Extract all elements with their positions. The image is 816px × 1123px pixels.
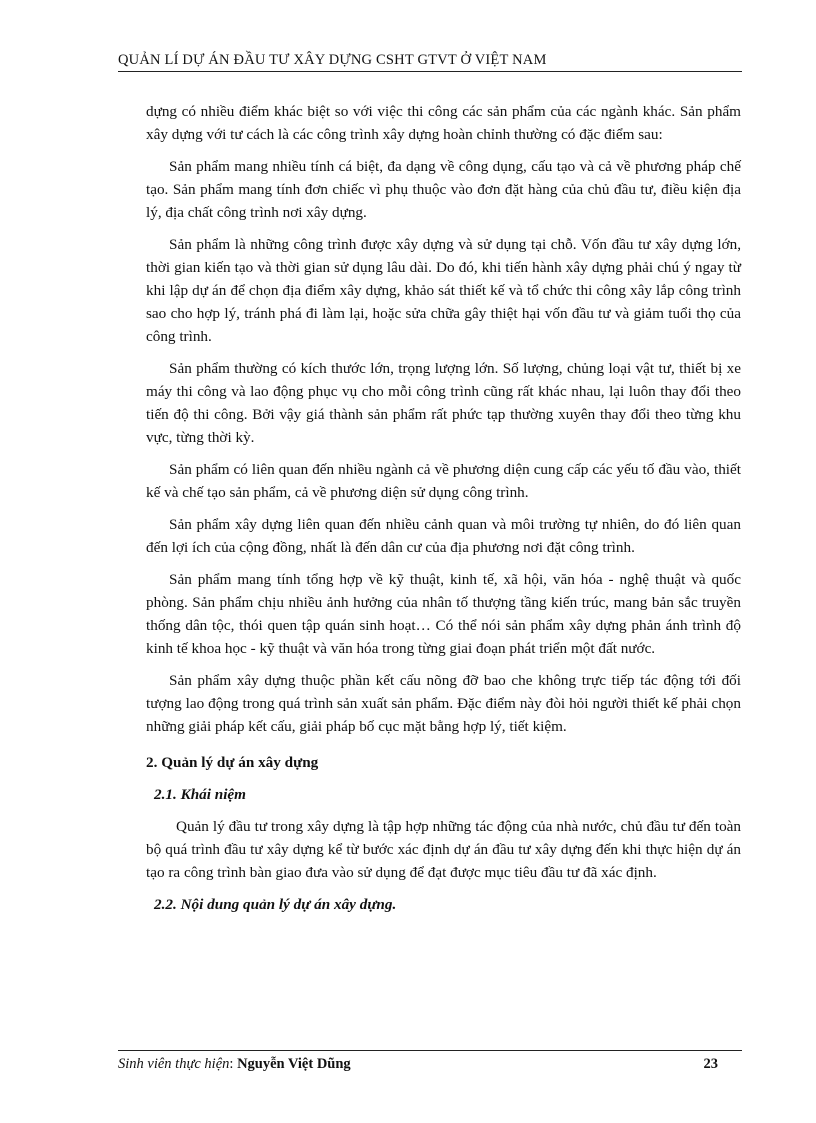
- header-title: QUẢN LÍ DỰ ÁN ĐẦU TƯ XÂY DỰNG CSHT GTVT Ở VIỆT NAM: [118, 52, 547, 68]
- paragraph: Sản phẩm mang tính tổng hợp về kỹ thuật, kinh tế, xã hội, văn hóa - nghệ thuật và quốc phòng. Sản phẩm chịu nhiều ảnh hưởng của nhân tố thượng tầng kiến trúc, mang bản sắc truyền thống dân tộc, thói quen tập quán sinh hoạt… Có thể nói sản phẩm xây dựng phản ánh trình độ kinh tế khoa học - kỹ thuật và văn hóa trong từng giai đoạn phát triển một đất nước.: [146, 571, 741, 657]
- subsection-heading: 2.2. Nội dung quản lý dự án xây dựng.: [154, 896, 397, 913]
- footer-label: Sinh viên thực hiện: [118, 1056, 230, 1072]
- paragraph: Sản phẩm là những công trình được xây dựng và sử dụng tại chỗ. Vốn đầu tư xây dựng lớn, thời gian kiến tạo và thời gian sử dụng lâu dài. Do đó, khi tiến hành xây dựng phải chú ý ngay từ khi lập dự án để chọn địa điểm xây dựng, khảo sát thiết kế và tổ chức thi công xây lắp công trình sao cho hợp lý, tránh phá đi làm lại, hoặc sửa chữa gây thiệt hại vốn đầu tư và giảm tuổi thọ của công trình.: [146, 236, 741, 345]
- paragraph: Sản phẩm xây dựng liên quan đến nhiều cảnh quan và môi trường tự nhiên, do đó liên quan đến lợi ích của cộng đồng, nhất là đến dân cư của địa phương nơi đặt công trình.: [146, 516, 741, 556]
- paragraph: Sản phẩm mang nhiều tính cá biệt, đa dạng về công dụng, cấu tạo và cả về phương pháp chế tạo. Sản phẩm mang tính đơn chiếc vì phụ thuộc vào đơn đặt hàng của chủ đầu tư, điều kiện địa lý, địa chất công trình nơi xây dựng.: [146, 158, 741, 221]
- paragraph: Sản phẩm thường có kích thước lớn, trọng lượng lớn. Số lượng, chủng loại vật tư, thiết bị xe máy thi công và lao động phục vụ cho mỗi công trình cũng rất khác nhau, lại luôn thay đổi theo tiến độ thi công. Bởi vậy giá thành sản phẩm rất phức tạp thường xuyên thay đổi theo từng khu vực, từng thời kỳ.: [146, 360, 741, 446]
- paragraph: Quản lý đầu tư trong xây dựng là tập hợp những tác động của nhà nước, chủ đầu tư đến toàn bộ quá trình đầu tư xây dựng kể từ bước xác định dự án đầu tư xây dựng đến khi thực hiện dự án tạo ra công trình bàn giao đưa vào sử dụng để đạt được mục tiêu đầu tư đã xác định.: [146, 818, 741, 881]
- page-footer: [118, 1050, 742, 1073]
- subsection-heading: 2.1. Khái niệm: [154, 786, 246, 803]
- paragraph: Sản phẩm có liên quan đến nhiều ngành cả về phương diện cung cấp các yếu tố đầu vào, thiết kế và chế tạo sản phẩm, cả về phương diện sử dụng công trình.: [146, 461, 741, 501]
- section-heading: 2. Quản lý dự án xây dựng: [146, 754, 319, 771]
- page-number: 23: [703, 1056, 718, 1072]
- document-body: [146, 100, 741, 916]
- page-header: [118, 52, 742, 72]
- footer-colon: :: [229, 1056, 238, 1072]
- paragraph: Sản phẩm xây dựng thuộc phần kết cấu nõng đỡ bao che không trực tiếp tác động tới đối tượng lao động trong quá trình sản xuất sản phẩm. Đặc điểm này đòi hỏi người thiết kế phải chọn những giải pháp kết cấu, giải pháp bố cục mặt bằng hợp lý, tiết kiệm.: [146, 672, 741, 735]
- author-name: Nguyễn Việt Dũng: [237, 1056, 351, 1072]
- paragraph: dựng có nhiều điểm khác biệt so với việc thi công các sản phẩm của các ngành khác. Sản phẩm xây dựng với tư cách là các công trình xây dựng hoàn chỉnh thường có đặc điểm sau:: [146, 103, 741, 143]
